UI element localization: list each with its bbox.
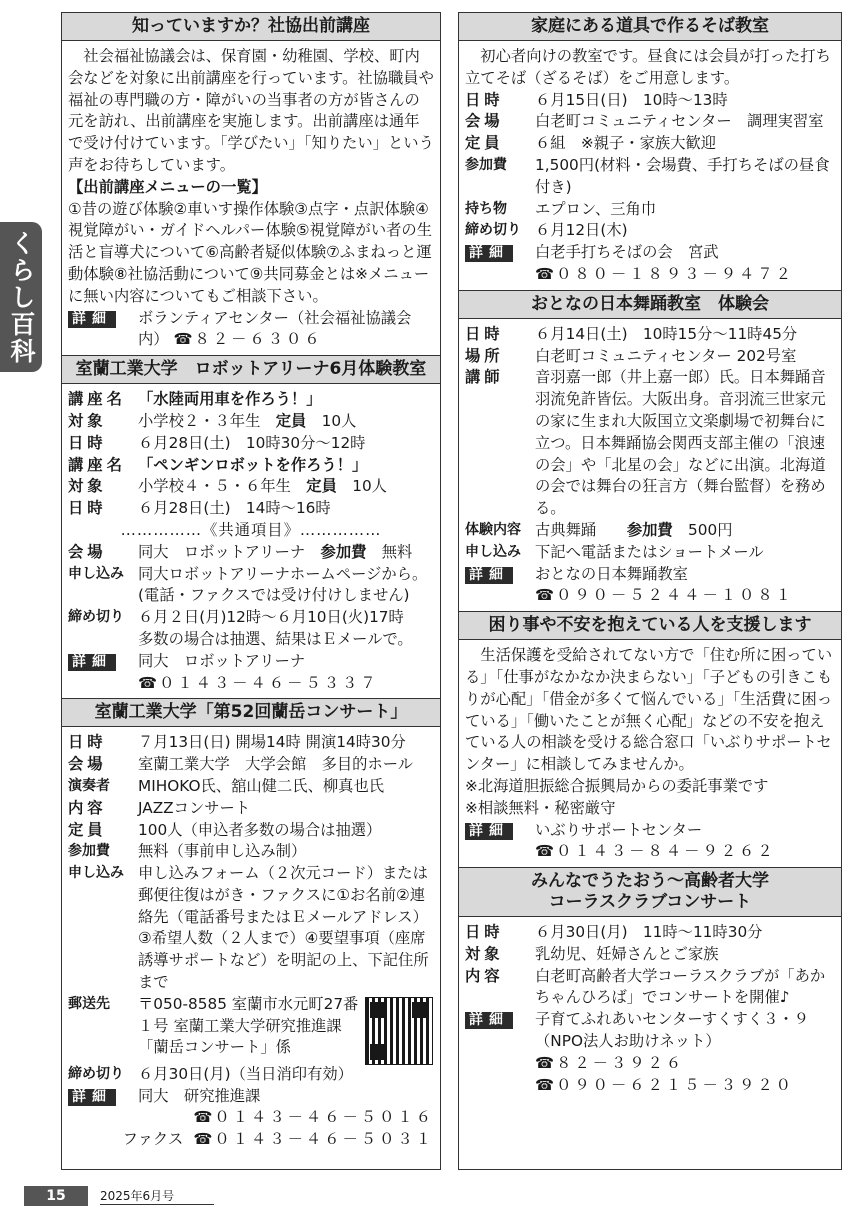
label-apply: 申し込み [465,543,521,560]
phone-icon: ☎ [173,330,193,349]
phone-number: ０１４３－８４－９２６２ [556,842,776,861]
date: ７月13日(日) 開場14時 開演14時30分 [138,733,406,752]
section-concert [62,699,440,1155]
fax-number: ０１４３－４６－５０３１ [214,1130,434,1149]
label-target: 対象 [68,477,107,496]
section-soba-class [459,13,841,291]
label-fee: 参加費 [626,520,673,539]
capacity-1: 10人 [321,411,357,430]
phone-number: ０１４３－４６－５０１６ [214,1108,434,1127]
label-deadline: 締め切り [68,1065,124,1082]
label-fee: 参加費 [465,156,507,173]
detail-badge: 詳細 [465,567,513,584]
course-2: 「ペンギンロボットを作ろう！」 [138,455,368,474]
venue: 同大 ロボットアリーナ [138,542,306,561]
intro-text: 初心者向けの教室です。昼食には会員が打った打ち立てそば（ざるそば）をご用意します。 [465,47,831,87]
date: ６月14日(土) 10時15分～11時45分 [535,324,798,343]
apply: 同大ロボットアリーナホームページから。(電話・ファクスでは受け付けしません) [138,564,428,605]
label-teacher: 講師 [465,368,504,387]
phone-icon: ☎ [193,1108,213,1127]
date-2: ６月28日(土) 14時～16時 [138,499,331,518]
label-date: 日時 [465,324,504,343]
capacity-2: 10人 [352,477,387,496]
label-apply: 申し込み [68,565,124,582]
phone-number-2: ０９０－６２１５－３９２０ [556,1075,794,1094]
section-title [459,868,841,917]
intro-text: 社会福祉協議会は、保育園・幼稚園、学校、町内会などを対象に出前講座を行っています。社協職員や福祉の専門職の方・障がいの当事者の方が皆さんの元を訪れ、出前講座を実施します。出前講座は通年で受け付けています。「学びたい」「知りたい」という声をお待ちしています。 [68,47,434,174]
detail-badge: 詳細 [68,1089,116,1106]
deadline: ６月２日(月)12時～６月10日(火)17時 多数の場合は抽選、結果はＥメールで。 [138,608,420,648]
section-robot-arena [62,356,440,699]
phone-icon: ☎ [535,586,555,605]
capacity: 100人（申込者多数の場合は抽選） [138,820,382,839]
performers: MIHOKO氏、舘山健二氏、柳真也氏 [138,776,385,795]
side-tab-text: くらし百科 [7,229,36,365]
label-capacity: 定員 [465,134,504,153]
label-deadline: 締め切り [68,609,124,626]
apply: 下記へ電話またはショートメール [535,542,764,561]
section-title: おとなの日本舞踊教室 体験会 [459,291,841,319]
detail-contact: 白老手打ちそばの会 宮武 [535,243,719,262]
detail-contact: 同大 研究推進課 [138,1086,261,1105]
fax-label: ファクス [122,1130,184,1149]
section-title: 知っていますか？社協出前講座 [62,13,440,41]
section-title: 室蘭工業大学 ロボットアリーナ6月体験教室 [62,356,440,384]
detail-contact: おとなの日本舞踊教室 [535,564,688,583]
label-target: 対象 [68,411,107,430]
phone-icon: ☎ [535,842,555,861]
label-target: 対象 [465,944,504,963]
detail-badge: 詳細 [68,654,116,671]
detail-contact: ボランティアセンター（社会福祉協議会内） [138,308,412,349]
label-content: 体験内容 [465,521,521,538]
detail-row [68,308,434,352]
section-title: 室蘭工業大学「第52回蘭岳コンサート」 [62,699,440,727]
label-date: 日時 [68,733,107,752]
phone-number-1: ８２－３９２６ [556,1053,685,1072]
date: ６月15日(日) 10時～13時 [535,90,728,109]
detail-contact: 同大 ロボットアリーナ [138,651,306,670]
detail-badge: 詳細 [465,1012,513,1029]
content: 古典舞踊 [535,520,597,539]
detail-badge: 詳細 [465,245,513,262]
section-dance-class [459,291,841,612]
note-1: ※北海道胆振総合振興局からの委託事業です [465,776,769,795]
label-venue: 会場 [68,542,107,561]
date: ６月30日(月) 11時～11時30分 [535,923,763,942]
mail-address: 〒050-8585 室蘭市水元町27番１号 室蘭工業大学研究推進課「蘭岳コンサート」係 [138,994,359,1057]
phone-number: ０８０－１８９３－９４７２ [556,264,794,283]
teacher: 音羽嘉一郎（井上嘉一郎）氏。日本舞踊音羽流免許皆伝。大阪出身。音羽流三世家元の家に生まれ大阪国立文楽劇場で初舞台に立つ。日本舞踊協会関西支部主催の「浪速の会」や「北星の会」などに出演。北海道の会では舞台の狂言方（舞台監督）を務める。 [535,368,826,518]
section-title: 家庭にある道具で作るそば教室 [459,13,841,41]
label-fee: 参加費 [68,843,110,860]
label-course: 講座名 [68,390,126,409]
label-fee: 参加費 [320,542,367,561]
issue-date: 2025年6月号 [100,1187,214,1205]
fee: 無料（事前申し込み制） [138,842,307,861]
label-performers: 演奏者 [68,777,110,794]
section-title-line-2: コーラスクラブコンサート [548,892,752,913]
target: 乳幼児、妊婦さんとご家族 [535,944,719,963]
deadline: ６月30日(月)（当日消印有効） [138,1064,353,1083]
label-capacity: 定員 [306,477,337,496]
date-1: ６月28日(土) 10時30分～12時 [138,433,366,452]
label-date: 日時 [465,90,504,109]
page-number: 15 [24,1186,88,1206]
target-2: 小学校４・５・６年生 [138,477,291,496]
menu-title: 【出前講座メニューの一覧】 [68,177,267,196]
common-items-divider: ……………《共通項目》…………… [120,520,382,539]
menu-list: ①昔の遊び体験②車いす操作体験③点字・点訳体験④視覚障がい・ガイドヘルパー体験⑤視覚障がい者の生活と盲導犬について⑥高齢者疑似体験⑦ふまねっと運動体験⑧社協活動について⑨共同募金とは※メニューに無い内容についてもご相談下さい。 [68,199,433,305]
label-content: 内容 [68,798,107,817]
phone-number: ８２－６３０６ [194,330,323,349]
label-venue: 会場 [68,755,107,774]
right-column [458,12,842,1170]
phone-number: ０１４３－４６－５３３７ [159,673,379,692]
phone-icon: ☎ [138,673,158,692]
label-date: 日時 [68,433,107,452]
course-1: 「水陸両用車を作ろう！」 [138,390,322,409]
fee: 500円 [688,520,733,539]
label-date: 日時 [465,923,504,942]
label-capacity: 定員 [68,820,107,839]
detail-badge: 詳細 [465,823,513,840]
label-deadline: 締め切り [465,222,521,239]
note-2: ※相談無料・秘密厳守 [465,798,616,817]
page-footer [24,1186,214,1206]
bring: エプロン、三角巾 [535,199,657,218]
fee: 1,500円(材料・会場費、手打ちそばの昼食付き) [535,155,830,196]
capacity: ６組 ※親子・家族大歓迎 [535,134,717,153]
label-apply: 申し込み [68,865,124,882]
side-tab-label [0,222,42,372]
section-support-center [459,612,841,868]
label-venue: 会場 [465,112,504,131]
phone-icon: ☎ [535,1053,555,1072]
venue: 白老町コミュニティセンター 調理実習室 [535,112,824,131]
detail-contact: いぶりサポートセンター [535,820,703,839]
detail-badge: 詳細 [68,311,116,328]
label-mail-to: 郵送先 [68,995,110,1012]
section-title-line-1: みんなでうたおう～高齢者大学 [531,871,769,892]
fee: 無料 [381,542,413,561]
target-1: 小学校２・３年生 [138,411,261,430]
phone-icon: ☎ [193,1130,213,1149]
deadline: ６月12日(木) [535,221,628,240]
phone-icon: ☎ [535,264,555,283]
qr-code[interactable] [366,998,432,1064]
phone-icon: ☎ [535,1075,555,1094]
detail-contact: 子育てふれあいセンターすくすく３・９（NPO法人お助けネット） [535,1010,809,1051]
label-capacity: 定員 [275,411,307,430]
content: 白老町高齢者大学コーラスクラブが「あかちゃんひろば」でコンサートを開催♪ [535,966,826,1007]
intro-text: 生活保護を受給されてない方で「住む所に困っている」「仕事がなかなか決まらない」「子どもの引きこもりが心配」「借金が多くて悩んでいる」「生活費に困っている」「働いたことが無く心配」などの不安を抱えている人の相談を受ける総合窓口「いぶりサポートセンター」に相談してみませんか。 [465,646,833,774]
place: 白老町コミュニティセンター 202号室 [535,346,797,365]
section-outreach-lecture [62,13,440,356]
left-column [61,12,441,1170]
label-place: 場所 [465,346,504,365]
apply: 申し込みフォーム（２次元コード）または郵便往復はがき・ファクスに①お名前②連絡先（電話番号またはＥメールアドレス）③希望人数（２人まで）④要望事項（座席誘導サポートなど）を明記の上、下記住所まで [138,864,429,992]
label-content: 内容 [465,966,504,985]
content: JAZZコンサート [138,798,251,817]
section-chorus-concert [459,868,841,1100]
label-course: 講座名 [68,455,126,474]
section-title: 困り事や不安を抱えている人を支援します [459,612,841,640]
venue: 室蘭工業大学 大学会館 多目的ホール [138,755,414,774]
label-date: 日時 [68,499,107,518]
label-bring: 持ち物 [465,200,507,217]
phone-number: ０９０－５２４４－１０８１ [556,586,794,605]
